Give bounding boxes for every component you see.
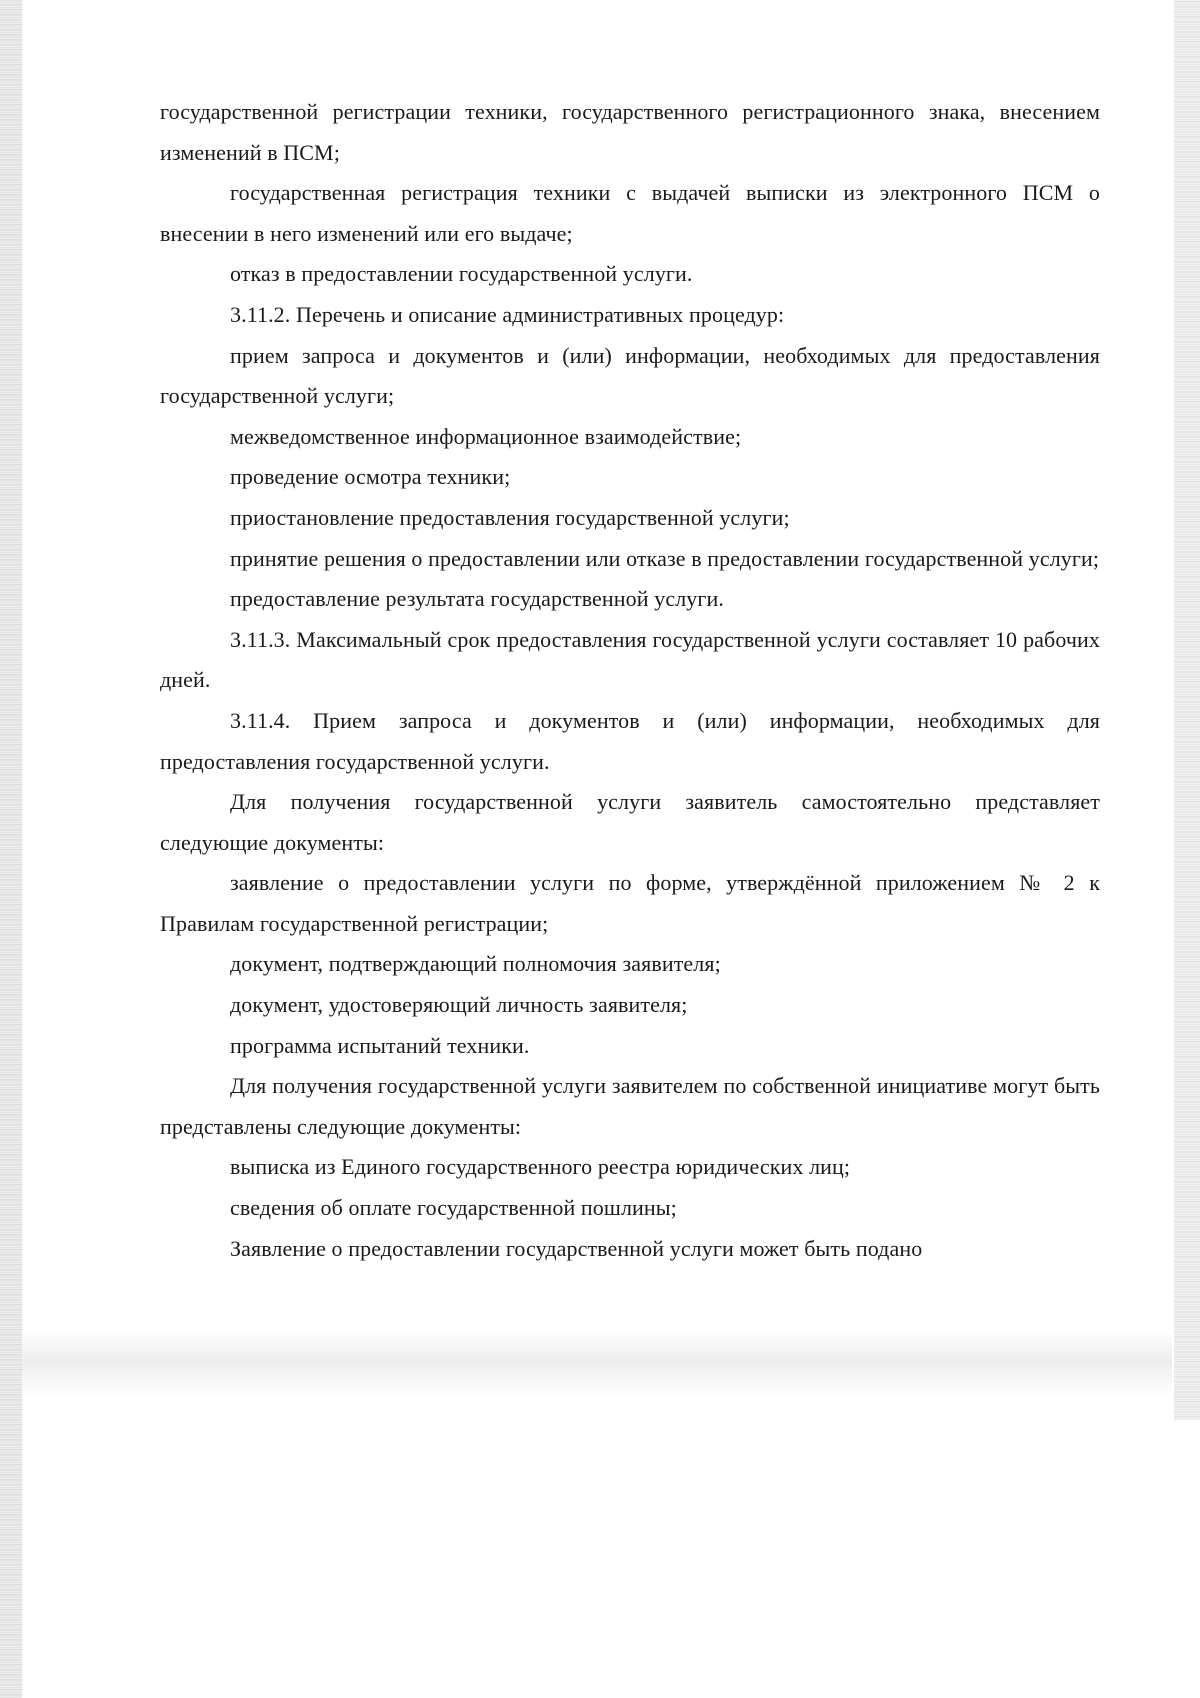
list-item: сведения об оплате государственной пошлины;	[230, 1195, 677, 1221]
paragraph: отказ в предоставлении государственной услуги.	[230, 261, 693, 287]
list-item: межведомственное информационное взаимодействие;	[230, 423, 742, 449]
section-heading: 3.11.2. Перечень и описание административных процедур:	[230, 301, 785, 327]
section-heading: 3.11.4. Прием запроса и документов и (или) информации, необходимых для предоставления государственной услуги.	[160, 707, 1100, 774]
list-item: документ, удостоверяющий личность заявителя;	[230, 992, 688, 1018]
scan-edge-left	[0, 0, 22, 1698]
list-item: заявление о предоставлении услуги по форме, утверждённой приложением № 2 к Правилам государственной регистрации;	[160, 870, 1100, 936]
paragraph: государственная регистрация техники с выдачей выписки из электронного ПСМ о внесении в него изменений или его выдаче;	[160, 180, 1100, 246]
list-item: прием запроса и документов и (или) информации, необходимых для предоставления государственной услуги;	[160, 342, 1100, 409]
paragraph: Заявление о предоставлении государственной услуги может быть подано	[230, 1235, 923, 1261]
list-item: документ, подтверждающий полномочия заявителя;	[230, 951, 721, 977]
list-item: проведение осмотра техники;	[230, 464, 511, 490]
scan-smudge	[22, 1330, 1172, 1400]
scan-edge-right	[1174, 0, 1200, 1420]
paragraph: Для получения государственной услуги заявителем по собственной инициативе могут быть представлены следующие документы:	[160, 1073, 1100, 1139]
list-item: приостановление предоставления государственной услуги;	[230, 504, 790, 530]
list-item: выписка из Единого государственного реестра юридических лиц;	[230, 1154, 851, 1180]
list-item: программа испытаний техники.	[230, 1032, 530, 1058]
section-paragraph: 3.11.3. Максимальный срок предоставления государственной услуги составляет 10 рабочих дней.	[160, 626, 1100, 693]
document-body	[160, 92, 1100, 1269]
paragraph: Для получения государственной услуги заявитель самостоятельно представляет следующие документы:	[160, 789, 1100, 855]
list-item: предоставление результата государственной услуги.	[230, 586, 724, 612]
list-item: принятие решения о предоставлении или отказе в предоставлении государственной услуги;	[230, 545, 1100, 571]
paragraph: государственной регистрации техники, государственного регистрационного знака, внесением изменений в ПСМ;	[160, 99, 1100, 165]
